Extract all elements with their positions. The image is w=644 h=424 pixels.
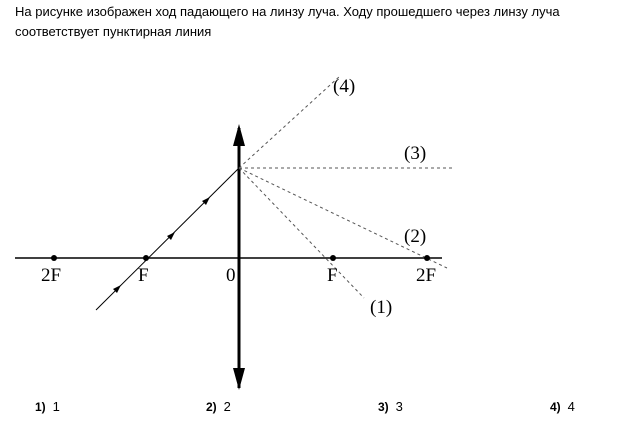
ray-2-line	[239, 168, 447, 268]
ray-1-line	[239, 168, 364, 298]
label-ray-1: (1)	[370, 297, 393, 318]
point-right-2f	[424, 255, 430, 261]
answer-number: 4)	[550, 400, 561, 414]
label-left-f: F	[138, 265, 149, 286]
question-text: На рисунке изображен ход падающего на линзу луча. Ходу прошедшего через линзу луча соответствует пунктирная линия	[15, 4, 560, 39]
answer-options	[0, 398, 644, 422]
label-right-2f: 2F	[416, 265, 437, 286]
point-left-f	[143, 255, 149, 261]
label-ray-2: (2)	[404, 226, 427, 247]
answer-value: 3	[395, 399, 403, 414]
answer-number: 1)	[35, 400, 46, 414]
label-right-f: F	[327, 265, 338, 286]
answer-number: 3)	[378, 400, 389, 414]
answer-option-4[interactable]	[550, 398, 575, 416]
label-center: 0	[226, 265, 236, 286]
lens-bottom-arrow-icon	[233, 368, 245, 390]
answer-option-2[interactable]	[206, 398, 231, 416]
point-right-f	[330, 255, 336, 261]
answer-option-3[interactable]	[378, 398, 403, 416]
answer-value: 2	[223, 399, 231, 414]
lens-top-arrow-icon	[233, 124, 245, 146]
answer-value: 4	[567, 399, 575, 414]
ray-4-line	[239, 76, 340, 168]
label-ray-3: (3)	[404, 143, 427, 164]
answer-value: 1	[52, 399, 60, 414]
label-left-2f: 2F	[41, 265, 62, 286]
answer-number: 2)	[206, 400, 217, 414]
point-left-2f	[51, 255, 57, 261]
answer-option-1[interactable]	[35, 398, 60, 416]
label-ray-4: (4)	[333, 76, 356, 97]
